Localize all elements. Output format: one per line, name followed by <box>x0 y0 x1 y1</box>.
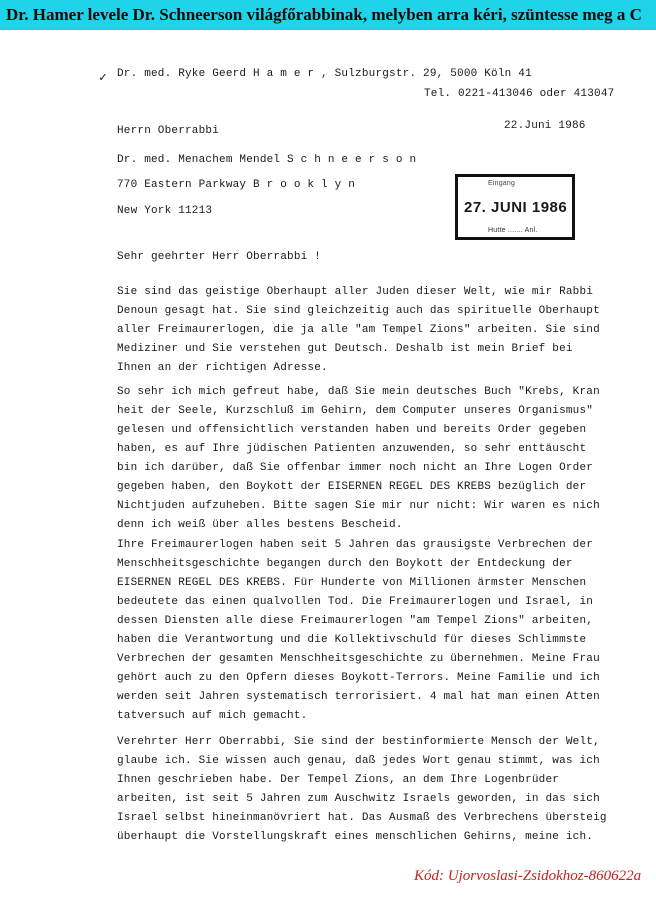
recipient-line-2: Dr. med. Menachem Mendel S c h n e e r s o n <box>117 154 417 166</box>
paragraph-line: gelesen und offensichtlich verstanden haben und bereits Order gegeben <box>117 424 587 436</box>
sender-line-1: Dr. med. Ryke Geerd H a m e r , Sulzburgstr. 29, 5000 Köln 41 <box>117 68 532 80</box>
paragraph-line: Verbrechen der gesamten Menschheitsgeschichte zu übernehmen. Meine Frau <box>117 653 600 665</box>
paragraph-line: Verehrter Herr Oberrabbi, Sie sind der bestinformierte Mensch der Welt, <box>117 736 600 748</box>
paragraph-line: werden seit Jahren systematisch terrorisiert. 4 mal hat man einen Atten <box>117 691 600 703</box>
paragraph-line: Denoun gesagt hat. Sie sind gleichzeitig auch das spirituelle Oberhaupt <box>117 305 600 317</box>
paragraph-4 <box>117 733 647 847</box>
paragraph-line: gehört auch zu den Opfern dieses Boykott-Terrors. Meine Familie und ich <box>117 672 600 684</box>
paragraph-line: Ihnen an der richtigen Adresse. <box>117 362 328 374</box>
paragraph-line: aller Freimaurerlogen, die ja alle "am Tempel Zions" arbeiten. Sie sind <box>117 324 600 336</box>
paragraph-line: gegeben haben, den Boykott der EISERNEN REGEL DES KREBS bezüglich der <box>117 481 587 493</box>
recipient-line-1: Herrn Oberrabbi <box>117 125 220 137</box>
sender-phone: Tel. 0221-413046 oder 413047 <box>424 88 615 100</box>
paragraph-line: bedeutete das einen qualvollen Tod. Die Freimaurerlogen und Israel, in <box>117 596 594 608</box>
paragraph-line: So sehr ich mich gefreut habe, daß Sie mein deutsches Buch "Krebs, Kran <box>117 386 600 398</box>
paragraph-line: Menschheitsgeschichte begangen durch den Boykott der Entdeckung der <box>117 558 573 570</box>
salutation: Sehr geehrter Herr Oberrabbi ! <box>117 251 322 263</box>
banner-title: Dr. Hamer levele Dr. Schneerson világfőrabbinak, melyben arra kéri, szüntesse meg a C <box>0 0 656 30</box>
stamp-top-text: Eingang <box>488 180 516 187</box>
letter-date: 22.Juni 1986 <box>504 120 586 132</box>
document-code: Kód: Ujorvoslasi-Zsidokhoz-860622a <box>414 868 642 884</box>
received-stamp <box>455 174 575 240</box>
paragraph-line: haben, es auf Ihre jüdischen Patienten anzuwenden, so sehr enttäuscht <box>117 443 587 455</box>
paragraph-line: bin ich darüber, daß Sie offenbar immer noch nicht an Ihre Logen Order <box>117 462 594 474</box>
stamp-bottom-text: Hutte ....... Anl. <box>488 227 538 234</box>
paragraph-line: Sie sind das geistige Oberhaupt aller Juden dieser Welt, wie mir Rabbi <box>117 286 594 298</box>
paragraph-2 <box>117 383 647 535</box>
paragraph-line: Ihnen geschrieben habe. Der Tempel Zions, an dem Ihre Logenbrüder <box>117 774 560 786</box>
paragraph-line: Nichtjuden aufzuheben. Bitte sagen Sie mir nur nicht: Wir waren es nich <box>117 500 600 512</box>
paragraph-line: tatversuch auf mich gemacht. <box>117 710 308 722</box>
paragraph-line: heit der Seele, Kurzschluß im Gehirn, dem Computer unseres Organismus" <box>117 405 594 417</box>
paragraph-line: überhaupt die Vorstellungskraft eines menschlichen Gehirns, meine ich. <box>117 831 594 843</box>
stamp-date: 27. JUNI 1986 <box>464 199 568 216</box>
paragraph-line: Israel selbst hineinmanövriert hat. Das Ausmaß des Verbrechens übersteig <box>117 812 607 824</box>
paragraph-line: haben die Verantwortung und die Kollektivschuld für dieses Schlimmste <box>117 634 587 646</box>
paragraph-3 <box>117 536 647 726</box>
paragraph-line: EISERNEN REGEL DES KREBS. Für Hunderte von Millionen ärmster Menschen <box>117 577 587 589</box>
paragraph-line: glaube ich. Sie wissen auch genau, daß jedes Wort genau stimmt, was ich <box>117 755 600 767</box>
paragraph-line: arbeiten, ist seit 5 Jahren zum Auschwitz Israels geworden, in das sich <box>117 793 600 805</box>
recipient-line-3: 770 Eastern Parkway B r o o k l y n <box>117 179 356 191</box>
paragraph-line: Ihre Freimaurerlogen haben seit 5 Jahren das grausigste Verbrechen der <box>117 539 594 551</box>
check-mark-icon: ✓ <box>99 70 107 85</box>
recipient-line-4: New York 11213 <box>117 205 213 217</box>
paragraph-line: Mediziner und Sie verstehen gut Deutsch. Deshalb ist mein Brief bei <box>117 343 573 355</box>
paragraph-line: dessen Diensten alle diese Freimaurerlogen "am Tempel Zions" arbeiten, <box>117 615 594 627</box>
paragraph-line: denn ich weiß über alles bestens Bescheid. <box>117 519 403 531</box>
paragraph-1 <box>117 283 647 378</box>
